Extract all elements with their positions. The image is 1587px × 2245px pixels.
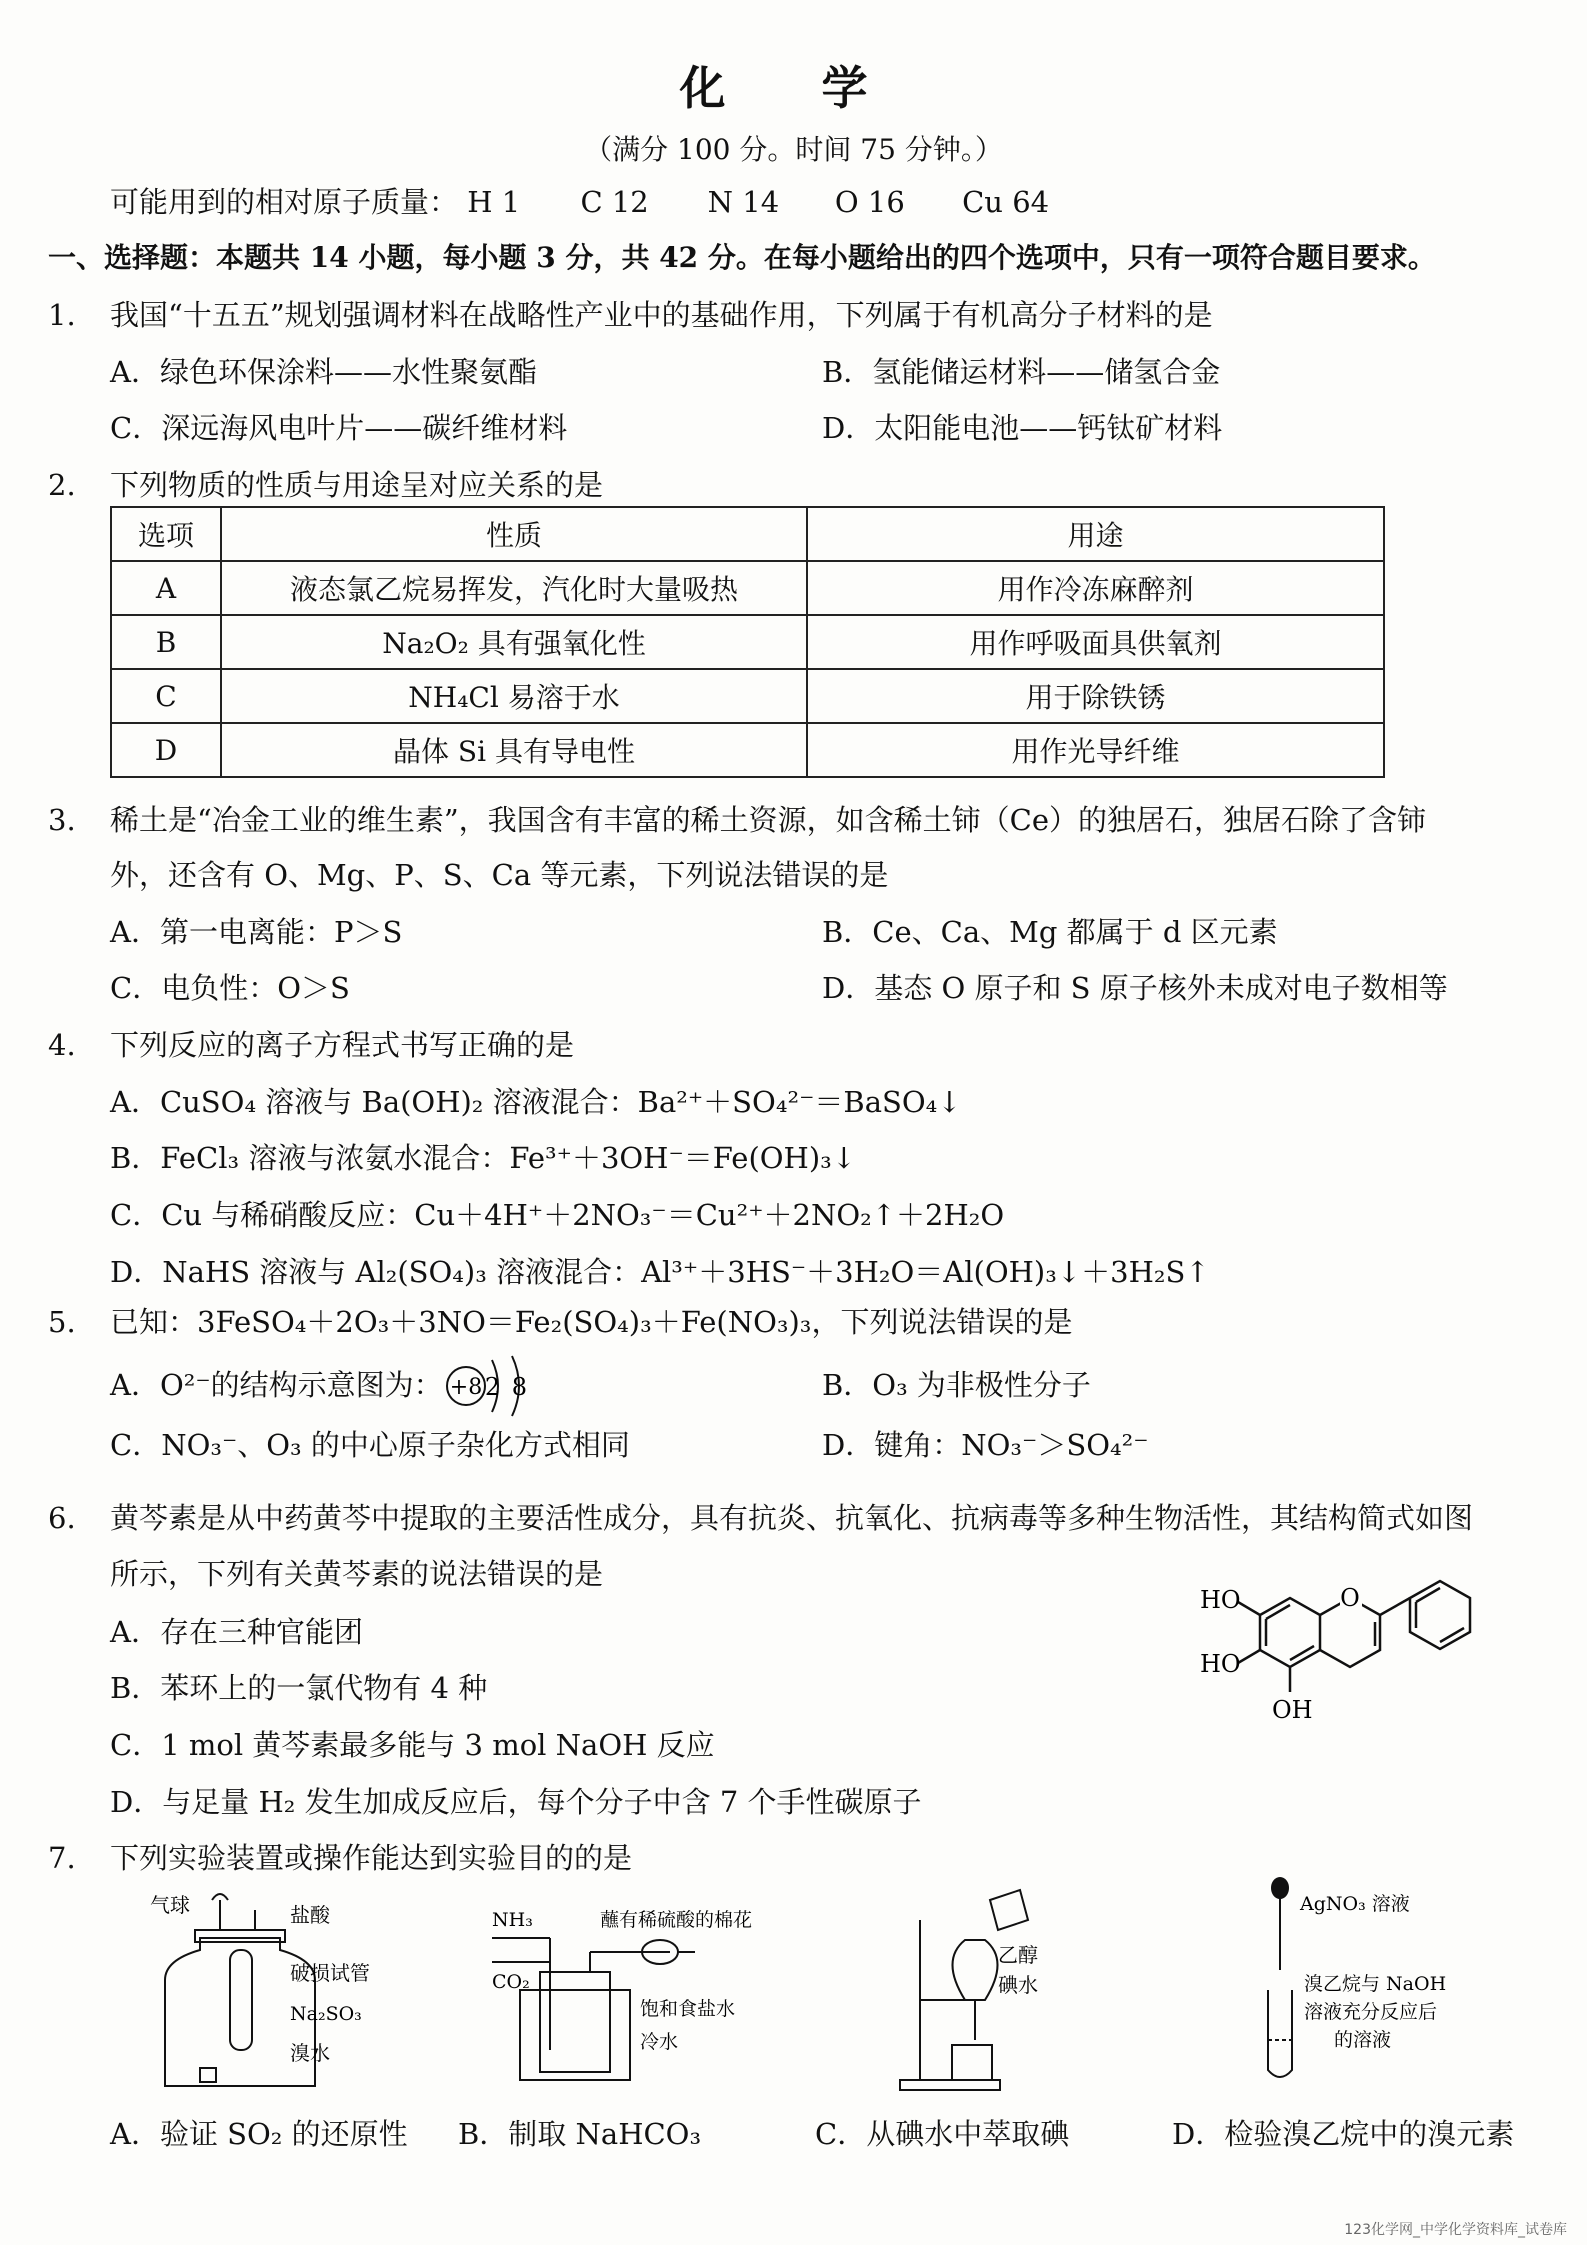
table-row: [111, 669, 1384, 723]
solution-label-2: 溶液充分反应后: [1304, 2001, 1438, 2023]
option-a: A．绿色环保涂料——水性聚氨酯: [110, 355, 537, 389]
mass-h: H 1: [467, 185, 521, 219]
option-d: D．键角：NO₃⁻＞SO₄²⁻: [822, 1428, 1149, 1462]
question-stem-cont: 所示，下列有关黄芩素的说法错误的是: [110, 1557, 604, 1591]
mass-cu: Cu 64: [962, 185, 1050, 219]
option-c: C．1 mol 黄芩素最多能与 3 mol NaOH 反应: [110, 1728, 715, 1762]
electron-counts: 2 8: [484, 1373, 528, 1401]
option-a: A．O²⁻的结构示意图为：: [110, 1368, 443, 1402]
option-d: D．基态 O 原子和 S 原子核外未成对电子数相等: [822, 971, 1448, 1005]
solution-label-1: 溴乙烷与 NaOH: [1304, 1973, 1447, 1995]
ho-bond: [1238, 1602, 1260, 1615]
oxide-ion-structure-diagram: [440, 1348, 550, 1420]
option-b: B．FeCl₃ 溶液与浓氨水混合：Fe³⁺＋3OH⁻＝Fe(OH)₃↓: [110, 1141, 857, 1175]
apparatus-b: [480, 1890, 780, 2100]
option-a: A．第一电离能：P＞S: [110, 915, 403, 949]
beaker: [952, 2045, 992, 2080]
question-stem: 下列物质的性质与用途呈对应关系的是: [110, 468, 604, 502]
na2so3-label: Na₂SO₃: [290, 2003, 362, 2025]
page-subtitle: （满分 100 分。时间 75 分钟。）: [584, 133, 1003, 166]
question-number: 6.: [48, 1501, 76, 1535]
caption-b: B．制取 NaHCO₃: [458, 2117, 702, 2151]
table-cell: 晶体 Si 具有导电性: [221, 723, 807, 777]
phenyl-bond: [1380, 1598, 1410, 1615]
question-stem: 稀土是“冶金工业的维生素”，我国含有丰富的稀土资源，如含稀土铈（Ce）的独居石，独居石除了含铈: [110, 803, 1427, 837]
table-header-cell: 选项: [111, 507, 221, 561]
double-bond: [1290, 1646, 1314, 1660]
table-cell: 用作呼吸面具供氧剂: [807, 615, 1384, 669]
hcl-label: 盐酸: [290, 1903, 330, 1927]
option-c: C．电负性：O＞S: [110, 971, 350, 1005]
atomic-masses-label: 可能用到的相对原子质量：: [110, 185, 459, 219]
solution-label-3: 的溶液: [1334, 2029, 1392, 2051]
table-cell: 用作光导纤维: [807, 723, 1384, 777]
table-row: [111, 723, 1384, 777]
table-cell: 用作冷冻麻醉剂: [807, 561, 1384, 615]
question-number: 7.: [48, 1841, 76, 1875]
bromine-water-label: 溴水: [290, 2041, 330, 2065]
table-row: [111, 615, 1384, 669]
broken-tube-label: 破损试管: [290, 1961, 370, 1985]
option-b: B．O₃ 为非极性分子: [822, 1368, 1091, 1402]
cotton-label: 蘸有稀硫酸的棉花: [600, 1909, 753, 1931]
baicalein-structure: [1160, 1560, 1480, 1760]
test-tube: [1268, 1990, 1292, 2077]
double-bond: [1416, 1588, 1440, 1602]
question-stem: 下列反应的离子方程式书写正确的是: [110, 1028, 575, 1062]
option-c: C．Cu 与稀硝酸反应：Cu＋4H⁺＋2NO₃⁻＝Cu²⁺＋2NO₂↑＋2H₂O: [110, 1198, 1005, 1232]
pouring-beaker: [990, 1890, 1028, 1930]
separatory-funnel: [953, 1940, 998, 2000]
phenyl-ring: [1410, 1581, 1470, 1649]
table-cell: Na₂O₂ 具有强氧化性: [221, 615, 807, 669]
table-header-cell: 用途: [807, 507, 1384, 561]
page-title: 化 学: [679, 61, 908, 115]
option-c: C．深远海风电叶片——碳纤维材料: [110, 411, 568, 445]
benzo-ring: [1260, 1598, 1320, 1667]
question-stem: 已知：3FeSO₄＋2O₃＋3NO＝Fe₂(SO₄)₃＋Fe(NO₃)₃，下列说法错误的是: [110, 1305, 1073, 1339]
question-stem: 下列实验装置或操作能达到实验目的的是: [110, 1841, 633, 1875]
option-b: B．苯环上的一氯代物有 4 种: [110, 1671, 488, 1705]
option-d: D．太阳能电池——钙钛矿材料: [822, 411, 1223, 445]
stand-base: [900, 2080, 1000, 2090]
section-heading: 一、选择题：本题共 14 小题，每小题 3 分，共 42 分。在每小题给出的四个选项中，只有一项符合题目要求。: [48, 241, 1436, 274]
co2-label: CO₂: [492, 1971, 530, 1993]
bromine-water-container: [200, 2068, 216, 2082]
ho-label: HO: [1200, 1650, 1241, 1678]
balloon: [212, 1894, 228, 1900]
option-c: C．NO₃⁻、O₃ 的中心原子杂化方式相同: [110, 1428, 630, 1462]
table-cell: B: [111, 615, 221, 669]
stopper: [195, 1930, 285, 1942]
table-cell: D: [111, 723, 221, 777]
question-number: 4.: [48, 1028, 76, 1062]
question-number: 5.: [48, 1305, 76, 1339]
option-a: A．CuSO₄ 溶液与 Ba(OH)₂ 溶液混合：Ba²⁺＋SO₄²⁻＝BaSO₄↓: [110, 1085, 962, 1119]
apparatus-c: [880, 1880, 1080, 2100]
question-stem-cont: 外，还含有 O、Mg、P、S、Ca 等元素，下列说法错误的是: [110, 858, 889, 892]
dropper-bulb: [1272, 1878, 1288, 1898]
question-number: 3.: [48, 803, 76, 837]
ho-label: HO: [1200, 1586, 1241, 1614]
nucleus-charge: +8: [449, 1375, 483, 1400]
apparatus-d: [1260, 1870, 1500, 2100]
mass-c: C 12: [580, 185, 649, 219]
question-stem: 我国“十五五”规划强调材料在战略性产业中的基础作用，下列属于有机高分子材料的是: [110, 298, 1213, 332]
ring-oxygen-label: O: [1340, 1584, 1360, 1612]
option-d: D．NaHS 溶液与 Al₂(SO₄)₃ 溶液混合：Al³⁺＋3HS⁻＋3H₂O＝Al(OH)₃↓＋3H₂S↑: [110, 1255, 1210, 1289]
table-header-row: [111, 507, 1384, 561]
cold-water-bath: [520, 1990, 630, 2080]
question-stem: 黄芩素是从中药黄芩中提取的主要活性成分，具有抗炎、抗氧化、抗病毒等多种生物活性，其结构简式如图: [110, 1501, 1474, 1535]
caption-c: C．从碘水中萃取碘: [815, 2117, 1070, 2151]
question-number: 2.: [48, 468, 76, 502]
double-bond: [1266, 1605, 1290, 1619]
atomic-masses-line: [110, 182, 1080, 222]
broken-test-tube: [230, 1950, 252, 2050]
caption-a: A．验证 SO₂ 的还原性: [110, 2117, 408, 2151]
ethanol-label: 乙醇: [998, 1943, 1038, 1967]
cold-water-label: 冷水: [640, 2031, 679, 2053]
balloon-label: 气球: [150, 1893, 190, 1917]
oh-label: OH: [1272, 1696, 1313, 1724]
table-header-cell: 性质: [221, 507, 807, 561]
question-number: 1.: [48, 298, 76, 332]
properties-table: [110, 506, 1385, 778]
mass-n: N 14: [707, 185, 780, 219]
brine-label: 饱和食盐水: [640, 1998, 736, 2020]
option-d: D．与足量 H₂ 发生加成反应后，每个分子中含 7 个手性碳原子: [110, 1785, 922, 1819]
option-b: B．氢能储运材料——储氢合金: [822, 355, 1221, 389]
apparatus-a: [140, 1890, 410, 2100]
iodine-water-label: 碘水: [998, 1973, 1038, 1997]
option-a: A．存在三种官能团: [110, 1615, 363, 1649]
table-cell: NH₄Cl 易溶于水: [221, 669, 807, 723]
nh3-label: NH₃: [492, 1909, 533, 1931]
option-b: B．Ce、Ca、Mg 都属于 d 区元素: [822, 915, 1278, 949]
table-cell: A: [111, 561, 221, 615]
caption-d: D．检验溴乙烷中的溴元素: [1172, 2117, 1515, 2151]
mass-o: O 16: [834, 185, 905, 219]
table-cell: 用于除铁锈: [807, 669, 1384, 723]
ho-bond: [1238, 1650, 1260, 1663]
watermark: 123化学网_中学化学资料库_试卷库: [1344, 2222, 1567, 2238]
table-cell: C: [111, 669, 221, 723]
table-cell: 液态氯乙烷易挥发，汽化时大量吸热: [221, 561, 807, 615]
agno3-label: AgNO₃ 溶液: [1300, 1893, 1410, 1915]
table-row: [111, 561, 1384, 615]
double-bond: [1440, 1628, 1464, 1642]
